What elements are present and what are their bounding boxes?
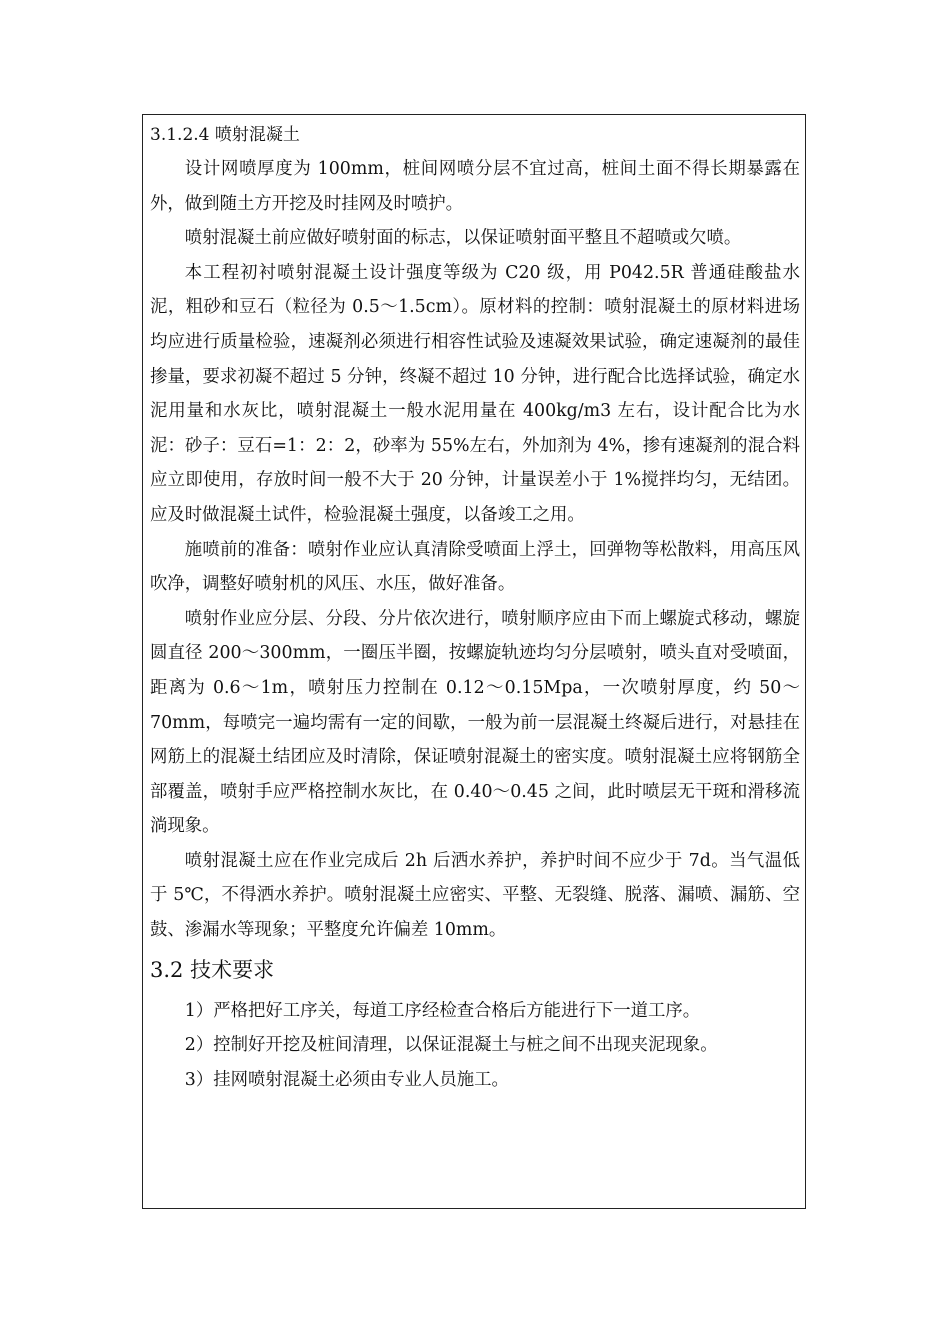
requirement-item-2: 2）控制好开挖及桩间清理，以保证混凝土与桩之间不出现夹泥现象。 (184, 1035, 718, 1056)
paragraph-preparation: 施喷前的准备：喷射作业应认真清除受喷面上浮土，回弹物等松散料，用高压风吹净，调整好喷射机的风压、水压，做好准备。 (150, 539, 800, 595)
document-body (150, 118, 800, 1097)
paragraph-materials: 本工程初衬喷射混凝土设计强度等级为 C20 级，用 P042.5R 普通硅酸盐水泥，粗砂和豆石（粒径为 0.5～1.5cm）。原材料的控制：喷射混凝土的原材料进场均应进行质量检验，速凝剂必须进行相容性试验及速凝效果试验，确定速凝剂的最佳掺量，要求初凝不超过 5 分钟，终凝不超过 10 分钟，进行配合比选择试验，确定水泥用量和水灰比，喷射混凝土一般水泥用量在 400kg/m3 左右，设计配合比为水泥：砂子：豆石=1：2：2，砂率为 55%左右，外加剂为 4%，掺有速凝剂的混合料应立即使用，存放时间一般不大于 20 分钟，计量误差小于 1%搅拌均匀，无结团。应及时做混凝土试件，检验混凝土强度，以备竣工之用。 (150, 262, 800, 525)
requirements-heading: 3.2 技术要求 (150, 957, 275, 982)
paragraph-marking: 喷射混凝土前应做好喷射面的标志，以保证喷射面平整且不超喷或欠喷。 (184, 228, 742, 249)
requirement-item-3: 3）挂网喷射混凝土必须由专业人员施工。 (184, 1069, 509, 1090)
section-heading: 3.1.2.4 喷射混凝土 (150, 125, 300, 145)
paragraph-spraying: 喷射作业应分层、分段、分片依次进行，喷射顺序应由下而上螺旋式移动，螺旋圆直径 200～300mm，一圈压半圈，按螺旋轨迹均匀分层喷射，喷头直对受喷面，距离为 0.6～1m，喷射压力控制在 0.12～0.15Mpa，一次喷射厚度，约 50～70mm，每喷完一遍均需有一定的间歇，一般为前一层混凝土终凝后进行，对悬挂在网筋上的混凝土结团应及时清除，保证喷射混凝土的密实度。喷射混凝土应将钢筋全部覆盖，喷射手应严格控制水灰比，在 0.40～0.45 之间，此时喷层无干斑和滑移流淌现象。 (150, 608, 800, 837)
paragraph-curing: 喷射混凝土应在作业完成后 2h 后洒水养护，养护时间不应少于 7d。当气温低于 5℃，不得洒水养护。喷射混凝土应密实、平整、无裂缝、脱落、漏喷、漏筋、空鼓、渗漏水等现象；平整度允许偏差 10mm。 (150, 850, 800, 941)
requirement-item-1: 1）严格把好工序关，每道工序经检查合格后方能进行下一道工序。 (184, 1000, 701, 1021)
paragraph-thickness: 设计网喷厚度为 100mm，桩间网喷分层不宜过高，桩间土面不得长期暴露在外，做到随土方开挖及时挂网及时喷护。 (150, 159, 800, 214)
